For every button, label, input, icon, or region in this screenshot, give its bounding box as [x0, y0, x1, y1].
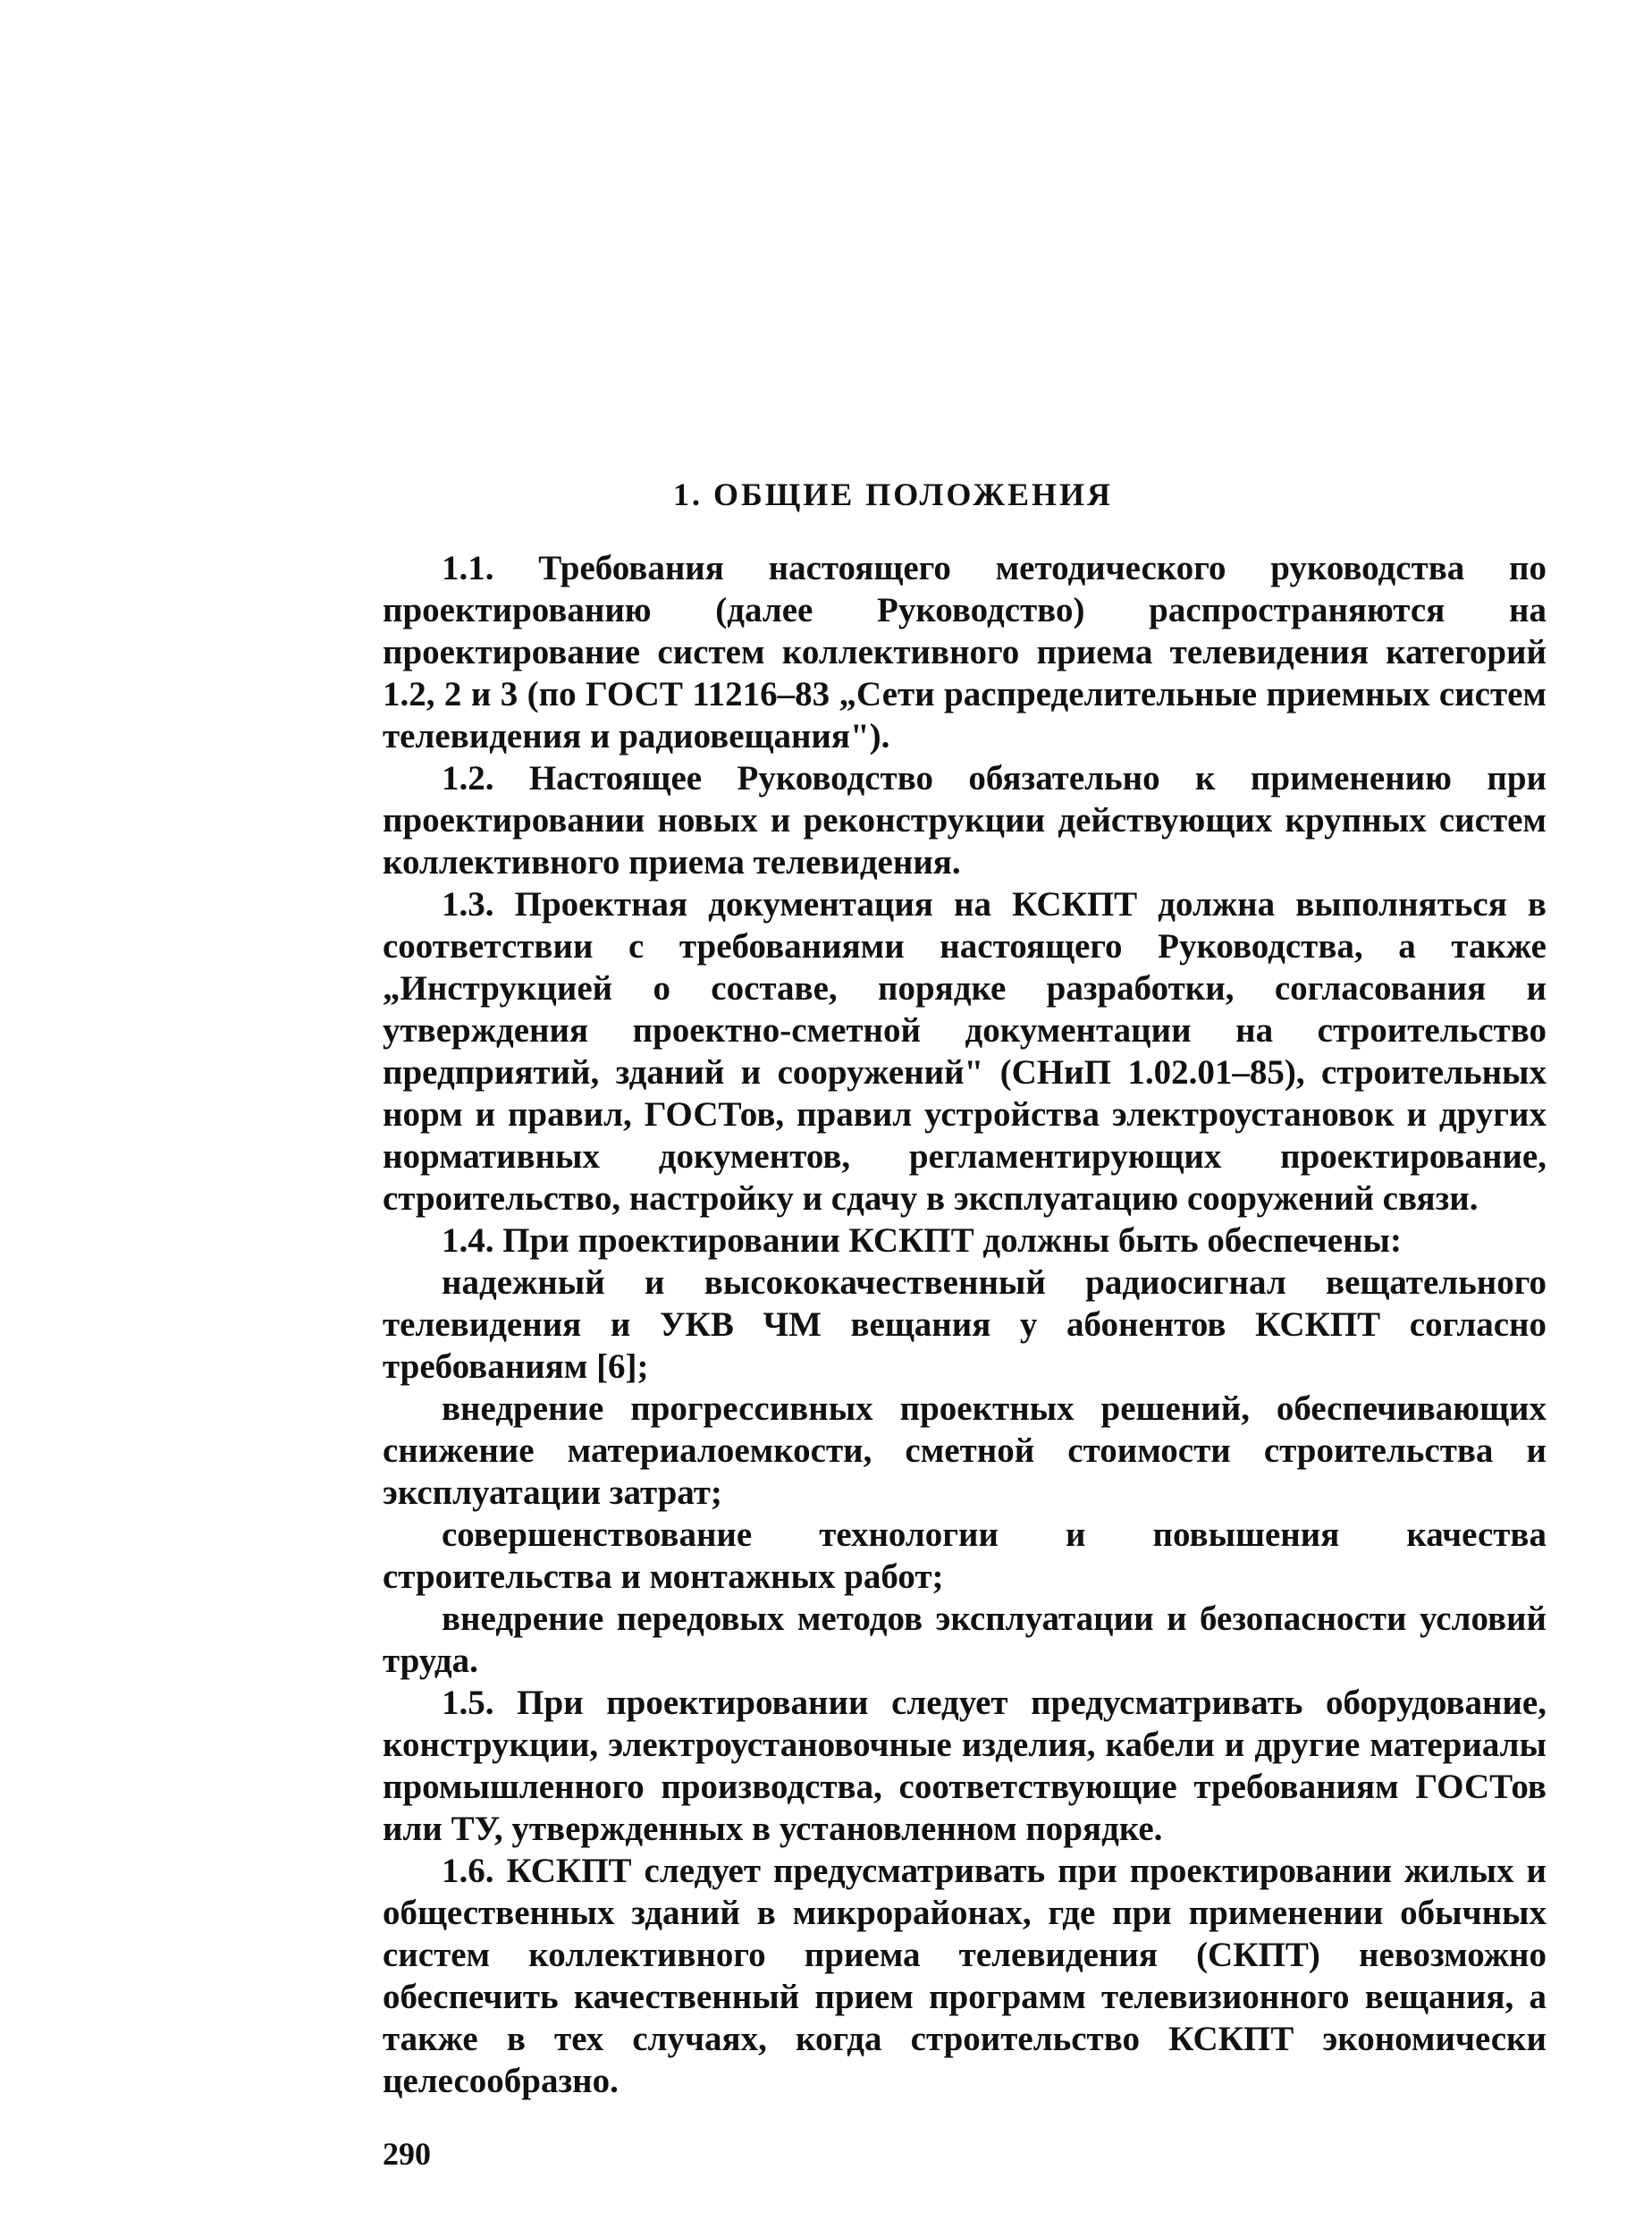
section-heading: 1. ОБЩИЕ ПОЛОЖЕНИЯ [672, 477, 1114, 512]
paragraph-1-2: 1.2. Настоящее Руководство обязательно к применению при проектировании новых и реконструкции действующих крупных систем коллективного приема телевидения. [383, 759, 1547, 882]
page-number: 290 [383, 2136, 431, 2172]
paragraph-1-1: 1.1. Требования настоящего методического руководства по проектированию (далее Руководство) распространяются на проектирование систем коллективного приема телевидения категорий 1.2, 2 и 3 (по ГОСТ 11216–83 „Сети распределительные приемных систем телевидения и радиовещания"). [383, 549, 1547, 756]
list-item-technology-improvement: совершенствование технологии и повышения качества строительства и монтажных работ; [383, 1515, 1547, 1596]
list-item-progressive-solutions: внедрение прогрессивных проектных решений, обеспечивающих снижение материалоемкости, сметной стоимости строительства и эксплуатации затрат; [383, 1389, 1547, 1512]
section-body [383, 547, 1547, 2102]
paragraph-1-6: 1.6. КСКПТ следует предусматривать при проектировании жилых и общественных зданий в микрорайонах, где при применении обычных систем коллективного приема телевидения (СКПТ) невозможно обеспечить качественный прием программ телевизионного вещания, а также в тех случаях, когда строительство КСКПТ экономически целесообразно. [383, 1852, 1547, 2100]
list-item-signal-quality: надежный и высококачественный радиосигнал вещательного телевидения и УКВ ЧМ вещания у абонентов КСКПТ согласно требованиям [6]; [383, 1263, 1547, 1386]
paragraph-1-5: 1.5. При проектировании следует предусматривать оборудование, конструкции, электроустановочные изделия, кабели и другие материалы промышленного производства, соответствующие требованиям ГОСТов или ТУ, утвержденных в установленном порядке. [383, 1684, 1547, 1848]
list-item-safety-methods: внедрение передовых методов эксплуатации и безопасности условий труда. [383, 1600, 1547, 1680]
paragraph-1-3: 1.3. Проектная документация на КСКПТ должна выполняться в соответствии с требованиями настоящего Руководства, а также „Инструкцией о составе, порядке разработки, согласования и утверждения проектно-сметной документации на строительство предприятий, зданий и сооружений" (СНиП 1.02.01–85), строительных норм и правил, ГОСТов, правил устройства электроустановок и других нормативных документов, регламентирующих проектирование, строительство, настройку и сдачу в эксплуатацию сооружений связи. [383, 885, 1547, 1218]
paragraph-1-4: 1.4. При проектировании КСКПТ должны быть обеспечены: [442, 1221, 1402, 1260]
